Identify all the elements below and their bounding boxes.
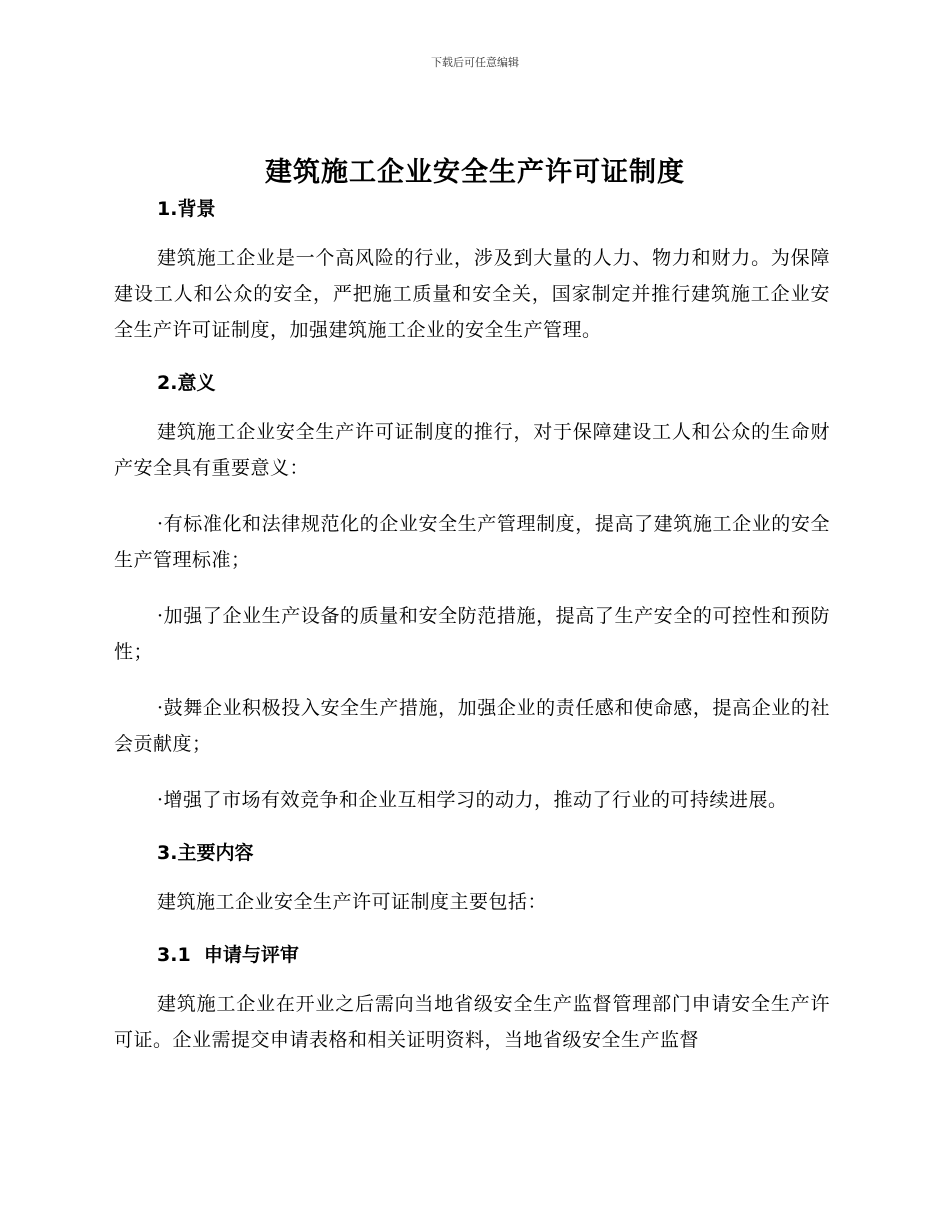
section-heading-significance: 2.意义 [157,372,216,394]
header-note: 下载后可任意编辑 [431,56,519,69]
paragraph-application: 建筑施工企业在开业之后需向当地省级安全生产监督管理部门申请安全生产许可证。企业需提交申请表格和相关证明资料，当地省级安全生产监督 [114,993,830,1051]
subsection-heading-application: 3.1 申请与评审 [157,944,299,966]
bullet-item: ·鼓舞企业积极投入安全生产措施，加强企业的责任感和使命感，提高企业的社会贡献度； [114,697,830,755]
paragraph-significance-intro: 建筑施工企业安全生产许可证制度的推行，对于保障建设工人和公众的生命财产安全具有重要意义： [114,421,830,479]
paragraph-background: 建筑施工企业是一个高风险的行业，涉及到大量的人力、物力和财力。为保障建设工人和公众的安全，严把施工质量和安全关，国家制定并推行建筑施工企业安全生产许可证制度，加强建筑施工企业的安全生产管理。 [114,247,830,341]
document-title: 建筑施工企业安全生产许可证制度 [265,157,685,188]
paragraph-main-content-intro: 建筑施工企业安全生产许可证制度主要包括： [157,891,548,913]
bullet-item: ·增强了市场有效竞争和企业互相学习的动力，推动了行业的可持续进展。 [157,789,788,811]
bullet-item: ·有标准化和法律规范化的企业安全生产管理制度，提高了建筑施工企业的安全生产管理标准； [114,513,830,571]
section-heading-background: 1.背景 [157,198,216,220]
section-heading-main-content: 3.主要内容 [157,842,254,864]
bullet-item: ·加强了企业生产设备的质量和安全防范措施，提高了生产安全的可控性和预防性； [114,605,830,663]
document-body [114,194,830,1058]
